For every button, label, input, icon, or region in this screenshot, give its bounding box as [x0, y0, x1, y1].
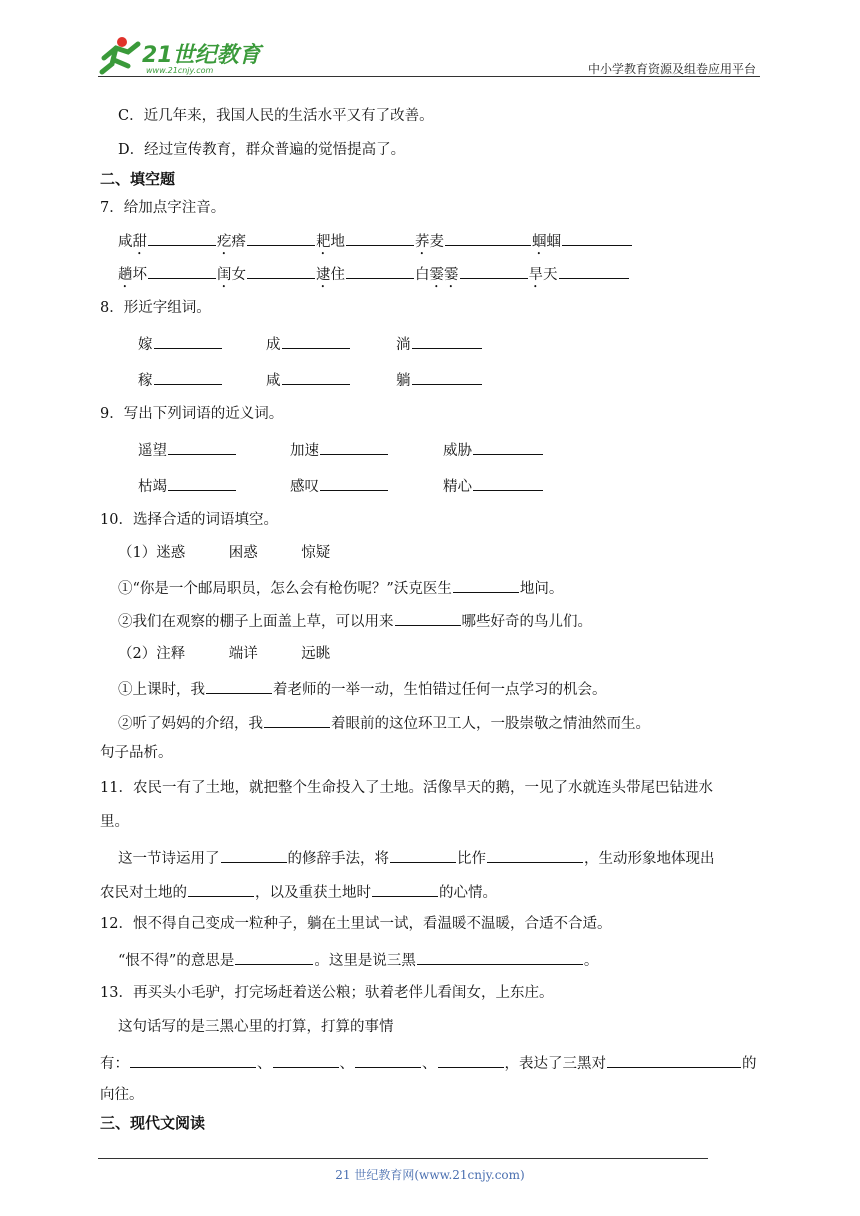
q7-item: 荞麦	[415, 229, 532, 258]
option-c: C．近几年来，我国人民的生活水平又有了改善。	[118, 108, 434, 124]
q10-1b: ②我们在观察的棚子上面盖上草，可以用来 哪些好奇的鸟儿们。	[118, 609, 592, 632]
q10-1a: ①“你是一个邮局职员，怎么会有枪伤呢？”沃克医生 地问。	[118, 576, 563, 599]
q9-prompt: 9．写出下列词语的近义词。	[100, 406, 284, 422]
answer-blank[interactable]	[487, 846, 583, 863]
q13-question-end: 向往。	[100, 1087, 144, 1103]
q12-text: 12．恨不得自己变成一粒种子，躺在土里试一试，看温暖不温暖，合适不合适。	[100, 916, 612, 932]
q8-item: 稼	[138, 368, 223, 391]
answer-blank[interactable]	[412, 368, 482, 385]
answer-blank[interactable]	[273, 1051, 339, 1068]
footer-text[interactable]: 21 世纪教育网(www.21cnjy.com)	[335, 1168, 525, 1182]
answer-blank[interactable]	[154, 332, 222, 349]
q8-item: 成	[266, 332, 351, 355]
logo-text: 21世纪教育	[142, 43, 261, 68]
q13-question-cont: 有： 、 、 、 ，表达了三黑对 的	[100, 1051, 757, 1074]
answer-blank[interactable]	[221, 846, 287, 863]
answer-blank[interactable]	[282, 368, 350, 385]
answer-blank[interactable]	[559, 262, 629, 279]
q10-2a: ①上课时，我 着老师的一举一动，生怕错过任何一点学习的机会。	[118, 677, 607, 700]
answer-blank[interactable]	[247, 262, 315, 279]
answer-blank[interactable]	[607, 1051, 741, 1068]
q7-prompt: 7．给加点字注音。	[100, 200, 226, 216]
runner-logo-icon	[94, 34, 264, 76]
q10-1-options: （1）迷惑 困惑 惊疑	[118, 545, 331, 561]
q7-row-2	[118, 262, 630, 291]
q7-item: 趟坏	[118, 262, 217, 291]
logo-url: www.21cnjy.com	[146, 66, 214, 75]
answer-blank[interactable]	[320, 438, 388, 455]
answer-blank[interactable]	[438, 1051, 504, 1068]
answer-blank[interactable]	[264, 711, 330, 728]
q9-item: 威胁	[443, 438, 544, 461]
q8-item: 嫁	[138, 332, 223, 355]
answer-blank[interactable]	[372, 880, 438, 897]
q10-2-options: （2）注释 端详 远眺	[118, 646, 331, 662]
answer-blank[interactable]	[417, 948, 583, 965]
q10-prompt: 10．选择合适的词语填空。	[100, 512, 278, 528]
q12-question: “恨不得”的意思是 。这里是说三黑 。	[118, 948, 598, 971]
answer-blank[interactable]	[247, 229, 315, 246]
answer-blank[interactable]	[390, 846, 456, 863]
q13-question: 这句话写的是三黑心里的打算，打算的事情	[118, 1019, 394, 1035]
q7-item: 逮住	[316, 262, 415, 291]
q9-item: 加速	[290, 438, 389, 461]
q8-item: 咸	[266, 368, 351, 391]
answer-blank[interactable]	[453, 576, 519, 593]
answer-blank[interactable]	[168, 474, 236, 491]
q11-question-cont: 农民对土地的 ，以及重获土地时 的心情。	[100, 880, 497, 903]
q9-item: 遥望	[138, 438, 237, 461]
option-d: D．经过宣传教育，群众普遍的觉悟提高了。	[118, 142, 406, 158]
answer-blank[interactable]	[473, 474, 543, 491]
answer-blank[interactable]	[188, 880, 254, 897]
q8-item: 躺	[396, 368, 483, 391]
answer-blank[interactable]	[460, 262, 528, 279]
answer-blank[interactable]	[206, 677, 272, 694]
footer-divider	[98, 1158, 708, 1159]
q7-item: 闺女	[217, 262, 316, 291]
analysis-heading: 句子品析。	[100, 745, 173, 761]
header-platform-text: 中小学教育资源及组卷应用平台	[587, 62, 756, 76]
answer-blank[interactable]	[148, 229, 216, 246]
section-3-heading: 三、现代文阅读	[100, 1114, 206, 1132]
q7-item: 咸甜	[118, 229, 217, 258]
q7-item: 蝈蝈	[532, 229, 633, 258]
q7-item: 旱天	[529, 262, 630, 291]
q11-question: 这一节诗运用了 的修辞手法，将 比作 ，生动形象地体现出	[118, 846, 715, 869]
answer-blank[interactable]	[130, 1051, 256, 1068]
answer-blank[interactable]	[282, 332, 350, 349]
q9-item: 枯竭	[138, 474, 237, 497]
answer-blank[interactable]	[235, 948, 313, 965]
answer-blank[interactable]	[473, 438, 543, 455]
answer-blank[interactable]	[148, 262, 216, 279]
q7-row-1	[118, 229, 633, 258]
q8-item: 淌	[396, 332, 483, 355]
answer-blank[interactable]	[346, 262, 414, 279]
q11-text: 11．农民一有了土地，就把整个生命投入了土地。活像旱天的鹅，一见了水就连头带尾巴钻进水	[100, 780, 713, 796]
q13-text: 13．再买头小毛驴，打完场赶着送公粮；驮着老伴儿看闺女，上东庄。	[100, 985, 554, 1001]
answer-blank[interactable]	[355, 1051, 421, 1068]
section-2-heading: 二、填空题	[100, 170, 176, 188]
q7-item: 白霎霎	[415, 262, 529, 291]
q9-item: 精心	[443, 474, 544, 497]
answer-blank[interactable]	[154, 368, 222, 385]
q9-item: 感叹	[290, 474, 389, 497]
q7-item: 耙地	[316, 229, 415, 258]
answer-blank[interactable]	[346, 229, 414, 246]
q8-prompt: 8．形近字组词。	[100, 300, 211, 316]
answer-blank[interactable]	[412, 332, 482, 349]
answer-blank[interactable]	[395, 609, 461, 626]
header-divider	[98, 76, 760, 77]
answer-blank[interactable]	[445, 229, 531, 246]
q7-item: 疙瘩	[217, 229, 316, 258]
q10-2b: ②听了妈妈的介绍，我 着眼前的这位环卫工人，一股崇敬之情油然而生。	[118, 711, 650, 734]
answer-blank[interactable]	[168, 438, 236, 455]
q11-text-cont: 里。	[100, 814, 129, 830]
answer-blank[interactable]	[320, 474, 388, 491]
site-logo	[94, 34, 264, 76]
answer-blank[interactable]	[562, 229, 632, 246]
